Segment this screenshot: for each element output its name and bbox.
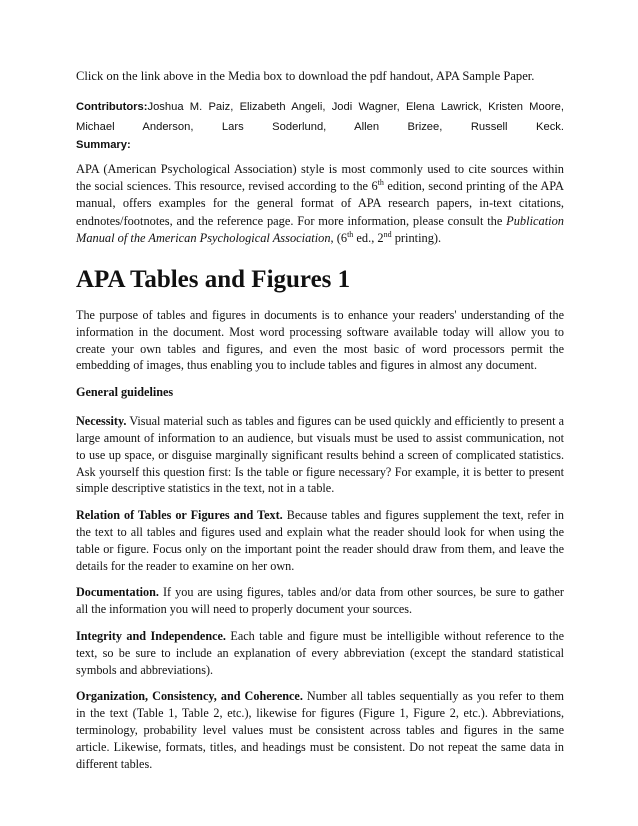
summary-part: ed., 2	[353, 230, 384, 245]
guideline-text: Because tables and figures supplement the text, refer in the text to all tables and figures used and explain what the reader should look for when using the table or figure. Focus only on the important point the reader should draw from them, and leave the details for the reader to examine on her own.	[76, 508, 564, 573]
intro-text: Click on the link above in the Media box to download the pdf handout, APA Sample Paper.	[76, 69, 535, 83]
manual-title: Publication Manual of the American Psychological Association	[76, 213, 564, 245]
contributors-label: Contributors:	[76, 101, 148, 113]
summary-part: , (6	[330, 230, 348, 245]
guideline-term: Relation of Tables or Figures and Text.	[76, 508, 283, 523]
superscript: th	[347, 229, 354, 239]
contributors-names: Joshua M. Paiz, Elizabeth Angeli, Jodi Wagner, Elena Lawrick, Kristen Moore, Michael Anderson, Lars Soderlund, Allen Brizee, Russell Keck.	[76, 101, 564, 133]
purpose-paragraph: The purpose of tables and figures in documents is to enhance your readers' understanding of the information in the document. Most word processing software available today will allow you to create your own tables and figures, and even the most basic of word processors permit the embedding of images, thus enabling you to include tables and figures in almost any document.	[76, 308, 564, 373]
guideline-paragraph	[76, 628, 564, 678]
contributors-line	[76, 97, 564, 137]
guideline-text: Visual material such as tables and figures can be used quickly and efficiently to present a large amount of information to an audience, but visuals must be used to assist communication, not to use up space, or disguise marginally significant results behind a screen of complicated statistics. Ask yourself this question first: Is the table or figure necessary? For example, it is better to present simple descriptive statistics in the text, not in a table.	[76, 414, 564, 496]
guideline-paragraph	[76, 584, 564, 618]
page-title: APA Tables and Figures 1	[76, 266, 351, 294]
summary-part: printing).	[391, 230, 442, 245]
guideline-text: Number all tables sequentially as you refer to them in the text (Table 1, Table 2, etc.), likewise for figures (Figure 1, Figure 2, etc.). Abbreviations, terminology, probability level values must be consistent across tables and figures in the same article. Likewise, formats, titles, and headings must be consistent. Do not repeat the same data in different tables.	[76, 689, 564, 771]
guideline-paragraph	[76, 413, 564, 497]
guideline-term: Organization, Consistency, and Coherence.	[76, 689, 303, 704]
summary-part: APA (American Psychological Association) style is most commonly used to cite sources within the social sciences. This resource, revised according to the 6	[76, 162, 564, 194]
guideline-paragraph	[76, 688, 564, 772]
guideline-text: Each table and figure must be intelligible without reference to the text, so be sure to include an explanation of every abbreviation (except the standard statistical symbols and abbreviations).	[76, 628, 564, 677]
superscript: th	[377, 178, 384, 188]
guideline-term: Integrity and Independence.	[76, 628, 226, 643]
guideline-paragraph	[76, 507, 564, 574]
guideline-term: Documentation.	[76, 585, 159, 600]
summary-part: edition, second printing of the APA manual, offers examples for the general format of APA research papers, in-text citations, endnotes/footnotes, and the reference page. For more information, please consult the	[76, 179, 564, 228]
summary-text	[76, 161, 564, 247]
superscript: nd	[383, 229, 392, 239]
guideline-term: Necessity.	[76, 414, 127, 429]
guidelines-heading: General guidelines	[76, 385, 174, 400]
guideline-text: If you are using figures, tables and/or data from other sources, be sure to gather all the information you will need to properly document your sources.	[76, 585, 564, 617]
summary-label: Summary:	[76, 139, 131, 151]
